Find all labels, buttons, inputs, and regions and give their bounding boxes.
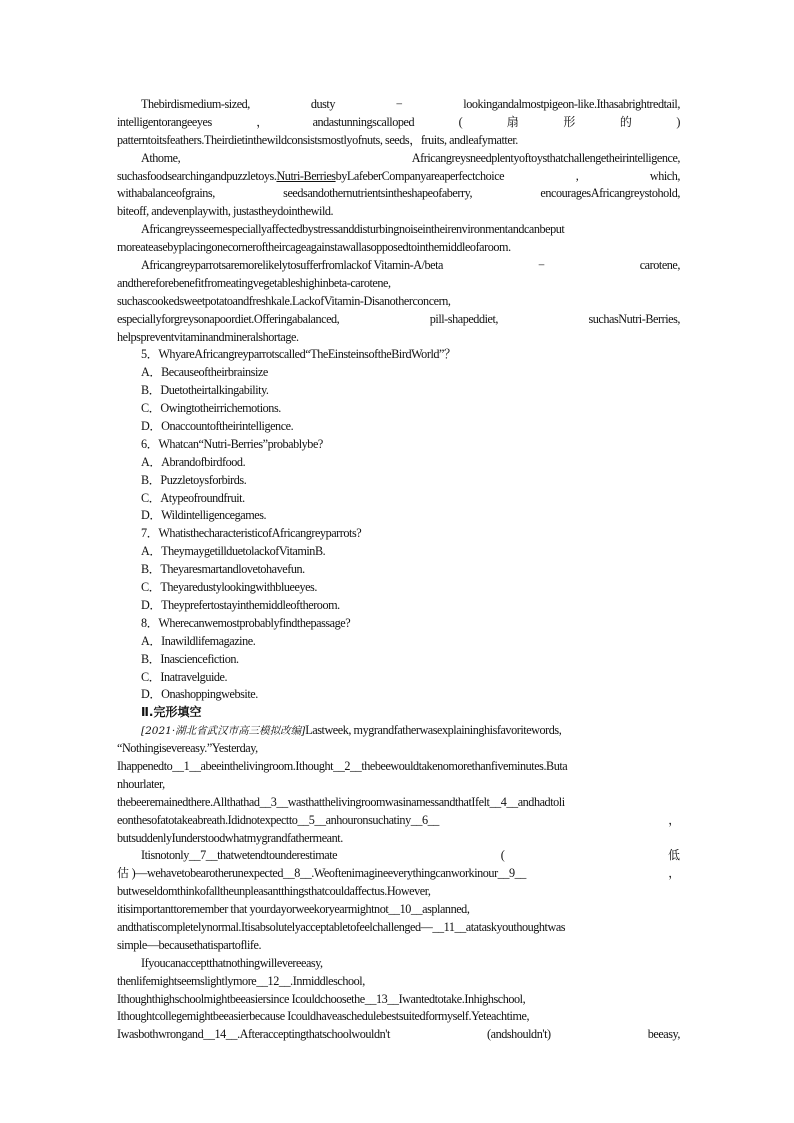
cloze-line3: Ihappenedto__1__abeeinthelivingroom.Ithought__2__thebeewouldtakenomorethanfiveminutes.Buta — [117, 758, 568, 773]
passage-p2-line1 — [117, 150, 680, 168]
text: ， — [668, 866, 680, 881]
section-heading: Ⅱ.完形填空 — [141, 705, 202, 720]
text: 形 — [563, 114, 576, 129]
text: 的 — [619, 114, 632, 129]
text: carotene, — [639, 258, 680, 273]
text: byLafeberCompanyareaperfectchoice — [335, 168, 505, 183]
cloze-line16: Ithoughthighschoolmightbeeasiersince Icouldchoosethe__13__Iwantedtotake.Inhighschool, — [117, 991, 526, 1006]
question-8-stem: 8．Wherecanwemostprobablyfindthepassage? — [141, 615, 351, 630]
text: ， — [256, 114, 269, 129]
question-7-stem: 7．WhatisthecharacteristicofAfricangreyparrots? — [141, 526, 362, 541]
passage-p1-line2 — [117, 114, 680, 132]
cloze-line5: thebeeremainedthere.Allthathad__3__wasthatthelivingroomwasinamessandthatIfelt__4__andhadtoli — [117, 794, 565, 809]
passage-p3-line1: Africangreysseemespeciallyaffectedbystressanddisturbingnoiseintheirenvironmentandcanbeput — [141, 222, 565, 237]
question-5-option-d[interactable]: D．Onaccountoftheirintelligence. — [141, 419, 294, 434]
passage-p4-line2: andthereforebenefitfromeatingvegetableshighinbeta-carotene, — [117, 275, 391, 290]
question-5-stem: 5．WhyareAfricangreyparrotscalled“TheEinsteinsoftheBirdWorld”？ — [141, 347, 456, 362]
text: Lastweek, mygrandfatherwasexplaininghisfavoritewords, — [305, 723, 562, 738]
text: Itisnotonly__7__thatwetendtounderestimate — [141, 848, 338, 863]
text: dusty — [310, 97, 335, 111]
cloze-line9 — [117, 865, 680, 883]
cloze-line1 — [117, 722, 680, 740]
text: )—wehavetobearotherunexpected__8__.Weoftenimagineeverythingcanworkinour__9__ — [131, 866, 526, 881]
text: andastunningscalloped — [312, 114, 415, 129]
passage-p4-line5: helpspreventvitaminandmineralshortage. — [117, 329, 299, 344]
text: intelligentorangeeyes — [117, 114, 212, 129]
question-6-stem: 6．Whatcan“Nutri-Berries”probablybe? — [141, 436, 323, 451]
text: encouragesAfricangreystohold, — [540, 186, 680, 201]
cloze-line12: andthatiscompletelynormal.Itisabsolutelyacceptabletofeelchallenged—__11__atataskyouthoughtwas — [117, 919, 566, 934]
passage-p1-line3: patterntoitsfeathers.Theirdietinthewildconsistsmostlyofnuts, seeds，fruits, andleafymatter. — [117, 132, 518, 147]
question-5-option-a[interactable]: A．Becauseoftheirbrainsize — [141, 365, 268, 380]
text: − — [538, 258, 545, 273]
passage-p2-line4: biteoff, andevenplaywith, justastheydointhewild. — [117, 204, 334, 219]
source-tag: [2021·湖北省武汉市高三模拟改编] — [141, 725, 306, 738]
text-group — [117, 865, 526, 883]
document-page — [117, 96, 680, 1044]
text: − — [395, 97, 403, 111]
question-6-option-c[interactable]: C．Atypeofroundfruit. — [141, 490, 245, 505]
text: Africangreysneedplentyoftoysthatchallengetheirintelligence, — [411, 150, 680, 165]
question-7-option-a[interactable]: A．TheymaygetillduetolackofVitaminB. — [141, 544, 326, 559]
text: suchasfoodsearchingandpuzzletoys. — [117, 168, 277, 183]
cloze-line18 — [117, 1026, 680, 1044]
text: Thebirdismedium-sized, — [141, 97, 250, 111]
text: Athome, — [141, 150, 181, 165]
text: 估 — [117, 866, 130, 881]
question-8-option-b[interactable]: B．Inasciencefiction. — [141, 651, 239, 666]
cloze-line17: Ithoughtcollegemightbeeasierbecause Icouldhaveaschedulebestsuitedformyself.Yeteachtime, — [117, 1009, 530, 1024]
text: (andshouldn't) — [487, 1027, 551, 1042]
text: withabalanceofgrains, — [117, 186, 215, 201]
passage-p1-line1 — [117, 96, 680, 114]
passage-p2-line3 — [117, 185, 680, 203]
cloze-line15: thenlifemightseemslightlymore__12__.Inmiddleschool, — [117, 973, 365, 988]
text: beeasy, — [647, 1027, 680, 1042]
text: suchasNutri-Berries, — [588, 311, 680, 326]
cloze-line13: simple—becausethatispartoflife. — [117, 937, 262, 952]
passage-p4-line4 — [117, 311, 680, 329]
text: seedsandothernutrientsintheshapeofaberry, — [283, 186, 473, 201]
text: 低 — [667, 848, 680, 863]
text: Iwasbothwrongand__14__.Afteracceptingthatschoolwouldn't — [117, 1027, 390, 1042]
question-8-option-c[interactable]: C．Inatravelguide. — [141, 669, 228, 684]
question-8-option-a[interactable]: A．Inawildlifemagazine. — [141, 633, 256, 648]
text: ， — [668, 812, 680, 827]
text: ( — [500, 848, 505, 863]
text: ( — [458, 114, 463, 129]
passage-p2-line2 — [117, 168, 680, 186]
question-7-option-c[interactable]: C．Theyaredustylookingwithblueeyes. — [141, 580, 317, 595]
text: , — [575, 168, 579, 183]
passage-p3-line2: moreateasebyplacingonecorneroftheircageagainstawallasopposedtointhemiddleofaroom. — [117, 240, 511, 255]
cloze-line10: butweseldomthinkofalltheunpleasantthingsthatcouldaffectus.However, — [117, 884, 431, 899]
cloze-line8 — [117, 847, 680, 865]
text: pill-shapeddiet, — [429, 311, 499, 326]
cloze-line2: “Nothingisevereasy.”Yesterday, — [117, 741, 258, 756]
text: Africangreyparrotsaremorelikelytosufferfromlackof Vitamin-A/beta — [141, 258, 443, 273]
text: 扇 — [506, 114, 519, 129]
cloze-line6 — [117, 812, 680, 830]
question-8-option-d[interactable]: D．Onashoppingwebsite. — [141, 687, 258, 702]
cloze-line4: nhourlater, — [117, 776, 165, 791]
text: lookingandalmostpigeon-like.Ithasabrightredtail, — [463, 97, 680, 111]
cloze-line7: butsuddenlyIunderstoodwhatmygrandfathermeant. — [117, 830, 343, 845]
question-7-option-d[interactable]: D．Theyprefertostayinthemiddleoftheroom. — [141, 597, 340, 612]
passage-p4-line1 — [117, 257, 680, 275]
text: eonthesofatotakeabreath.Ididnotexpectto__5__anhouronsuchatiny__6__ — [117, 812, 439, 827]
cloze-line11: itisimportanttoremember that yourdayorweekoryearmightnot__10__asplanned, — [117, 902, 470, 917]
nutri-berries-link: Nutri-Berries — [276, 168, 336, 183]
text: ) — [676, 114, 680, 129]
question-5-option-b[interactable]: B．Duetotheirtalkingability. — [141, 383, 269, 398]
text-group — [117, 168, 504, 186]
cloze-line14: Ifyoucanacceptthatnothingwillevereeasy, — [141, 955, 323, 970]
passage-p4-line3: suchascookedsweetpotatoandfreshkale.LackofVitamin-Disanotherconcern, — [117, 293, 451, 308]
text: which, — [649, 168, 680, 183]
question-6-option-b[interactable]: B．Puzzletoysforbirds. — [141, 472, 247, 487]
question-7-option-b[interactable]: B．Theyaresmartandlovetohavefun. — [141, 562, 305, 577]
question-6-option-d[interactable]: D．Wildintelligencegames. — [141, 508, 267, 523]
text: especiallyforgreysonapoordiet.Offeringabalanced, — [117, 311, 340, 326]
question-5-option-c[interactable]: C．Owingtotheirrichemotions. — [141, 401, 281, 416]
question-6-option-a[interactable]: A．Abrandofbirdfood. — [141, 454, 246, 469]
